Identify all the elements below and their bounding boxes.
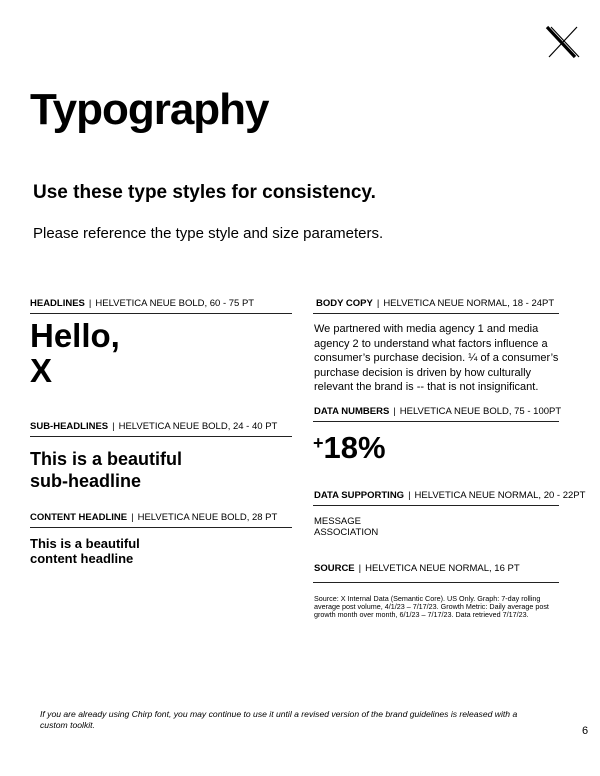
subheadlines-spec: SUB-HEADLINES | HELVETICA NEUE BOLD, 24 - 40 PT: [30, 421, 278, 432]
page-title: Typography: [30, 85, 269, 134]
source-sample: Source: X Internal Data (Semantic Core). US Only. Graph: 7-day rolling average post volume, 4/1/23 – 7/17/23. Growth Metric: Daily average post growth month over month, 6/1/23 – 7/17/23. Data retrieved 7/17/23.: [314, 594, 549, 620]
content-headline-label: CONTENT HEADLINE: [30, 512, 128, 523]
headlines-label: HEADLINES: [30, 298, 85, 309]
headlines-divider: [30, 313, 292, 314]
data-supporting-spec-text: HELVETICA NEUE NORMAL, 20 - 22PT: [414, 490, 586, 501]
data-supporting-label: DATA SUPPORTING: [314, 490, 405, 501]
body-copy-label: BODY COPY: [316, 298, 373, 309]
page-number: 6: [582, 725, 589, 737]
data-supporting-divider: [313, 505, 559, 506]
headlines-spec-text: HELVETICA NEUE BOLD, 60 - 75 PT: [95, 298, 255, 309]
data-supporting-line1: MESSAGE: [314, 516, 361, 527]
content-headline-spec: CONTENT HEADLINE | HELVETICA NEUE BOLD, 28 PT: [30, 512, 278, 523]
intro-heading: Use these type styles for consistency.: [33, 182, 376, 203]
body-copy-divider: [313, 313, 559, 314]
subheadlines-divider: [30, 436, 292, 437]
subheadline-sample-line2: sub-headline: [30, 471, 142, 491]
content-headline-sample: [30, 536, 140, 566]
data-number-sample: [313, 432, 386, 463]
subheadline-sample-line1: This is a beautiful: [30, 449, 183, 469]
source-spec-text: HELVETICA NEUE NORMAL, 16 PT: [365, 563, 520, 574]
source-spec: SOURCE | HELVETICA NEUE NORMAL, 16 PT: [314, 563, 520, 574]
x-logo-icon: [544, 24, 580, 60]
data-supporting-sample: [314, 516, 434, 538]
content-headline-spec-text: HELVETICA NEUE BOLD, 28 PT: [137, 512, 278, 523]
headline-sample: [30, 318, 120, 388]
body-copy-sample: We partnered with media agency 1 and media agency 2 to understand what factors influence a consumer’s purchase decision. ¼ of a consumer’s purchase decision is driven by how culturally relevant the brand is -- that is not insignificant.: [314, 323, 559, 394]
source-divider: [313, 582, 559, 583]
body-copy-spec: BODY COPY | HELVETICA NEUE NORMAL, 18 - 24PT: [316, 298, 555, 309]
data-supporting-line2: ASSOCIATION: [314, 527, 379, 538]
footnote: If you are already using Chirp font, you may continue to use it until a revised version of the brand guidelines is released with a custom toolkit.: [40, 709, 518, 730]
body-copy-spec-text: HELVETICA NEUE NORMAL, 18 - 24PT: [383, 298, 555, 309]
data-number-sign: +: [313, 433, 324, 453]
intro-text: Please reference the type style and size parameters.: [33, 225, 384, 242]
subheadlines-spec-text: HELVETICA NEUE BOLD, 24 - 40 PT: [118, 421, 278, 432]
data-numbers-label: DATA NUMBERS: [314, 406, 390, 417]
headline-sample-line1: Hello,: [30, 317, 120, 354]
source-label: SOURCE: [314, 563, 355, 574]
data-numbers-divider: [313, 421, 559, 422]
data-numbers-spec: DATA NUMBERS | HELVETICA NEUE BOLD, 75 - 100PT: [314, 406, 562, 417]
headlines-spec: HEADLINES | HELVETICA NEUE BOLD, 60 - 75 PT: [30, 298, 255, 309]
data-number-value: 18%: [323, 430, 386, 465]
data-supporting-spec: DATA SUPPORTING | HELVETICA NEUE NORMAL, 20 - 22PT: [314, 490, 586, 501]
content-headline-sample-line2: content headline: [30, 551, 134, 566]
content-headline-divider: [30, 527, 292, 528]
data-numbers-spec-text: HELVETICA NEUE BOLD, 75 - 100PT: [399, 406, 562, 417]
headline-sample-line2: X: [30, 352, 53, 389]
subheadlines-label: SUB-HEADLINES: [30, 421, 109, 432]
subheadline-sample: [30, 448, 182, 492]
content-headline-sample-line1: This is a beautiful: [30, 536, 140, 551]
